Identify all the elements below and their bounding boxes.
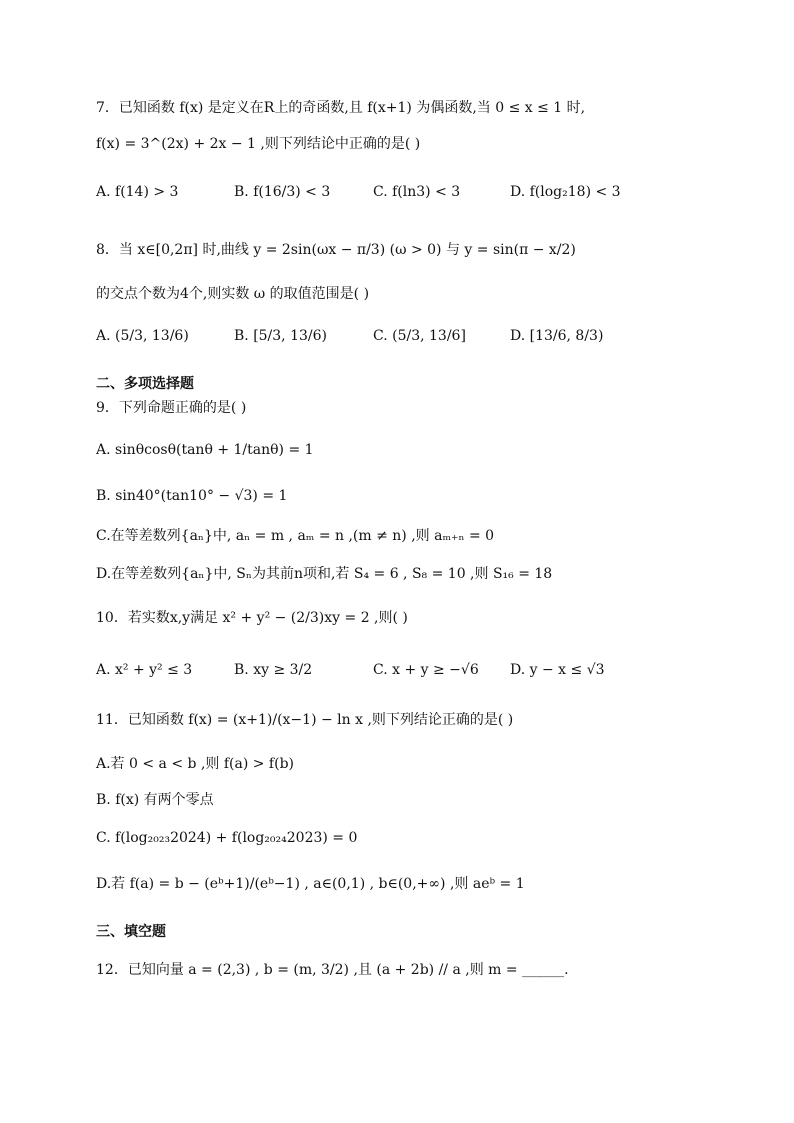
q10-option-a: A. x² + y² ≤ 3 [96, 662, 193, 678]
q11-option-b: B. f(x) 有两个零点 [96, 792, 214, 808]
q10-option-b: B. xy ≥ 3/2 [234, 662, 313, 678]
q11-option-a: A.若 0 < a < b ,则 f(a) > f(b) [96, 756, 294, 772]
section-fill-blank-title: 三、填空题 [96, 924, 166, 940]
q8-stem-cont: 的交点个数为4个,则实数 ω 的取值范围是( ) [96, 286, 370, 302]
q8-option-b: B. [5/3, 13/6) [234, 328, 327, 344]
q7-option-b: B. f(16/3) < 3 [234, 184, 331, 200]
q9-option-d: D.在等差数列{aₙ}中, Sₙ为其前n项和,若 S₄ = 6 , S₈ = 10 ,则 S₁₆ = 18 [96, 566, 553, 582]
q10-option-c: C. x + y ≥ −√6 [373, 662, 479, 678]
q9-option-c: C.在等差数列{aₙ}中, aₙ = m , aₘ = n ,(m ≠ n) ,则 aₘ₊ₙ = 0 [96, 528, 495, 544]
q11-option-c: C. f(log₂₀₂₃2024) + f(log₂₀₂₄2023) = 0 [96, 830, 358, 846]
q10-option-d: D. y − x ≤ √3 [510, 662, 605, 678]
q12-stem: 12．已知向量 a = (2,3) , b = (m, 3/2) ,且 (a + 2b) // a ,则 m = ______. [96, 962, 569, 978]
q10-stem: 10．若实数x,y满足 x² + y² − (2/3)xy = 2 ,则( ) [96, 610, 408, 626]
q9-stem: 9．下列命题正确的是( ) [96, 400, 247, 416]
q8-option-c: C. (5/3, 13/6] [373, 328, 466, 344]
q9-option-b: B. sin40°(tan10° − √3) = 1 [96, 488, 288, 504]
q8-option-a: A. (5/3, 13/6) [96, 328, 189, 344]
q7-stem: 7．已知函数 f(x) 是定义在R上的奇函数,且 f(x+1) 为偶函数,当 0 ≤ x ≤ 1 时, [96, 100, 586, 116]
q8-stem: 8．当 x∈[0,2π] 时,曲线 y = 2sin(ωx − π/3) (ω > 0) 与 y = sin(π − x/2) [96, 242, 576, 258]
q11-stem: 11．已知函数 f(x) = (x+1)/(x−1) − ln x ,则下列结论正确的是( ) [96, 712, 514, 728]
q8-option-d: D. [13/6, 8/3) [510, 328, 604, 344]
q7-option-c: C. f(ln3) < 3 [373, 184, 461, 200]
q11-option-d: D.若 f(a) = b − (eᵇ+1)/(eᵇ−1) , a∈(0,1) , b∈(0,+∞) ,则 aeᵇ = 1 [96, 876, 525, 892]
q9-option-a: A. sinθcosθ(tanθ + 1/tanθ) = 1 [96, 442, 314, 458]
section-multi-choice-title: 二、多项选择题 [96, 376, 194, 392]
q7-option-d: D. f(log₂18) < 3 [510, 184, 621, 200]
q7-option-a: A. f(14) > 3 [96, 184, 179, 200]
q7-stem-cont: f(x) = 3^(2x) + 2x − 1 ,则下列结论中正确的是( ) [96, 136, 421, 152]
